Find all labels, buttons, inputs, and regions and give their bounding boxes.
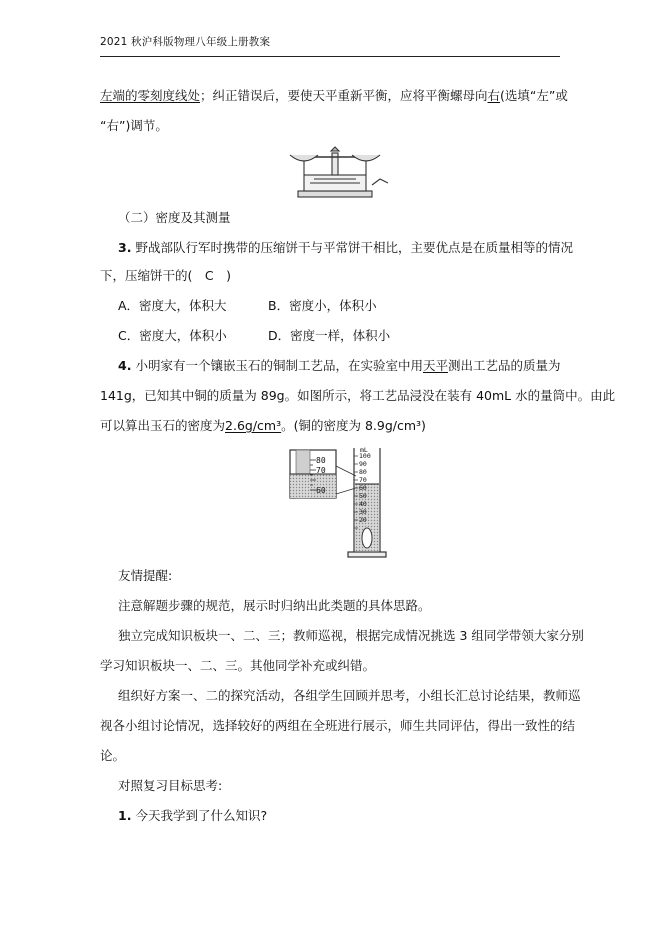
para1-tail: (选填“左”或 xyxy=(500,88,568,103)
p2-line3: 论。 xyxy=(100,748,126,763)
review-question-1 xyxy=(118,808,267,824)
q3-option-a: A．密度大，体积大 xyxy=(118,298,227,313)
header-divider xyxy=(100,56,560,57)
q4-line3-pre: 可以算出玉石的密度为 xyxy=(100,418,226,433)
p1-line1: 独立完成知识板块一、二、三；教师巡视，根据完成情况挑选 3 组同学带领大家分别 xyxy=(118,628,584,643)
q3-option-b: B．密度小，体积小 xyxy=(268,298,377,313)
para1-mid: ；纠正错误后，要使天平重新平衡，应将平衡螺母向 xyxy=(200,88,488,103)
p2-line1: 组织好方案一、二的探究活动，各组学生回顾并思考，小组长汇总讨论结果，教师巡 xyxy=(118,688,581,703)
tick-30: 30 xyxy=(359,508,367,516)
cylinder-unit: mL xyxy=(360,446,368,454)
q4-line3-post: 。(铜的密度为 8.9g/cm³) xyxy=(281,418,426,433)
tip-heading: 友情提醒: xyxy=(118,568,173,583)
q3-text: 野战部队行军时携带的压缩饼干与平常饼干相比，主要优点是在质量相等的情况 xyxy=(135,240,573,255)
tick-50: 50 xyxy=(359,492,367,500)
para1-line2: “右”)调节。 xyxy=(100,118,168,133)
zoom-tick-60: 60 xyxy=(316,486,326,495)
q3-line2: 下，压缩饼干的( C ) xyxy=(100,268,231,283)
answer-right: 右 xyxy=(487,88,501,103)
zoom-tick-80: 80 xyxy=(316,456,326,465)
tick-80: 80 xyxy=(359,468,367,476)
q4-text-post: 测出工艺品的质量为 xyxy=(447,358,561,373)
review-heading: 对照复习目标思考: xyxy=(118,778,223,793)
q4-line3 xyxy=(100,418,426,434)
q3-option-d: D．密度一样，体积小 xyxy=(268,328,391,343)
answer-zero-mark: 左端的零刻度线处 xyxy=(100,88,201,103)
zoom-tick-70: 70 xyxy=(316,466,326,475)
q4-line2: 141g，已知其中铜的质量为 89g。如图所示，将工艺品浸没在装有 40mL 水的量筒中。由此 xyxy=(100,388,616,403)
q4-line1 xyxy=(118,358,560,374)
section-heading: （二）密度及其测量 xyxy=(118,210,231,225)
tick-20: 20 xyxy=(359,516,367,524)
q3-option-c: C．密度大，体积小 xyxy=(118,328,227,343)
review-q1-text: 今天我学到了什么知识? xyxy=(135,808,268,823)
tick-60: 60 xyxy=(359,484,367,492)
tick-40: 40 xyxy=(359,500,367,508)
tick-90: 90 xyxy=(359,460,367,468)
tip-text: 注意解题步骤的规范，展示时归纳出此类题的具体思路。 xyxy=(118,598,431,613)
balance-figure xyxy=(288,145,394,200)
q4-text-pre: 小明家有一个镶嵌玉石的铜制工艺品，在实验室中用 xyxy=(135,358,423,373)
q4-number: 4. xyxy=(118,358,132,373)
answer-balance: 天平 xyxy=(422,358,448,373)
page-header: 2021 秋沪科版物理八年级上册教案 xyxy=(100,36,271,48)
answer-density: 2.6g/cm³ xyxy=(225,418,282,433)
q3-number: 3. xyxy=(118,240,132,255)
para1-line1 xyxy=(100,88,568,104)
measuring-cylinder-figure xyxy=(286,444,392,560)
tick-100: 100 xyxy=(359,452,371,460)
review-q1-number: 1. xyxy=(118,808,132,823)
tick-70: 70 xyxy=(359,476,367,484)
q3-line1 xyxy=(118,240,573,256)
p1-line2: 学习知识板块一、二、三。其他同学补充或纠错。 xyxy=(100,658,376,673)
p2-line2: 视各小组讨论情况，选择较好的两组在全班进行展示，师生共同评估，得出一致性的结 xyxy=(100,718,576,733)
artwork-object xyxy=(362,528,372,548)
